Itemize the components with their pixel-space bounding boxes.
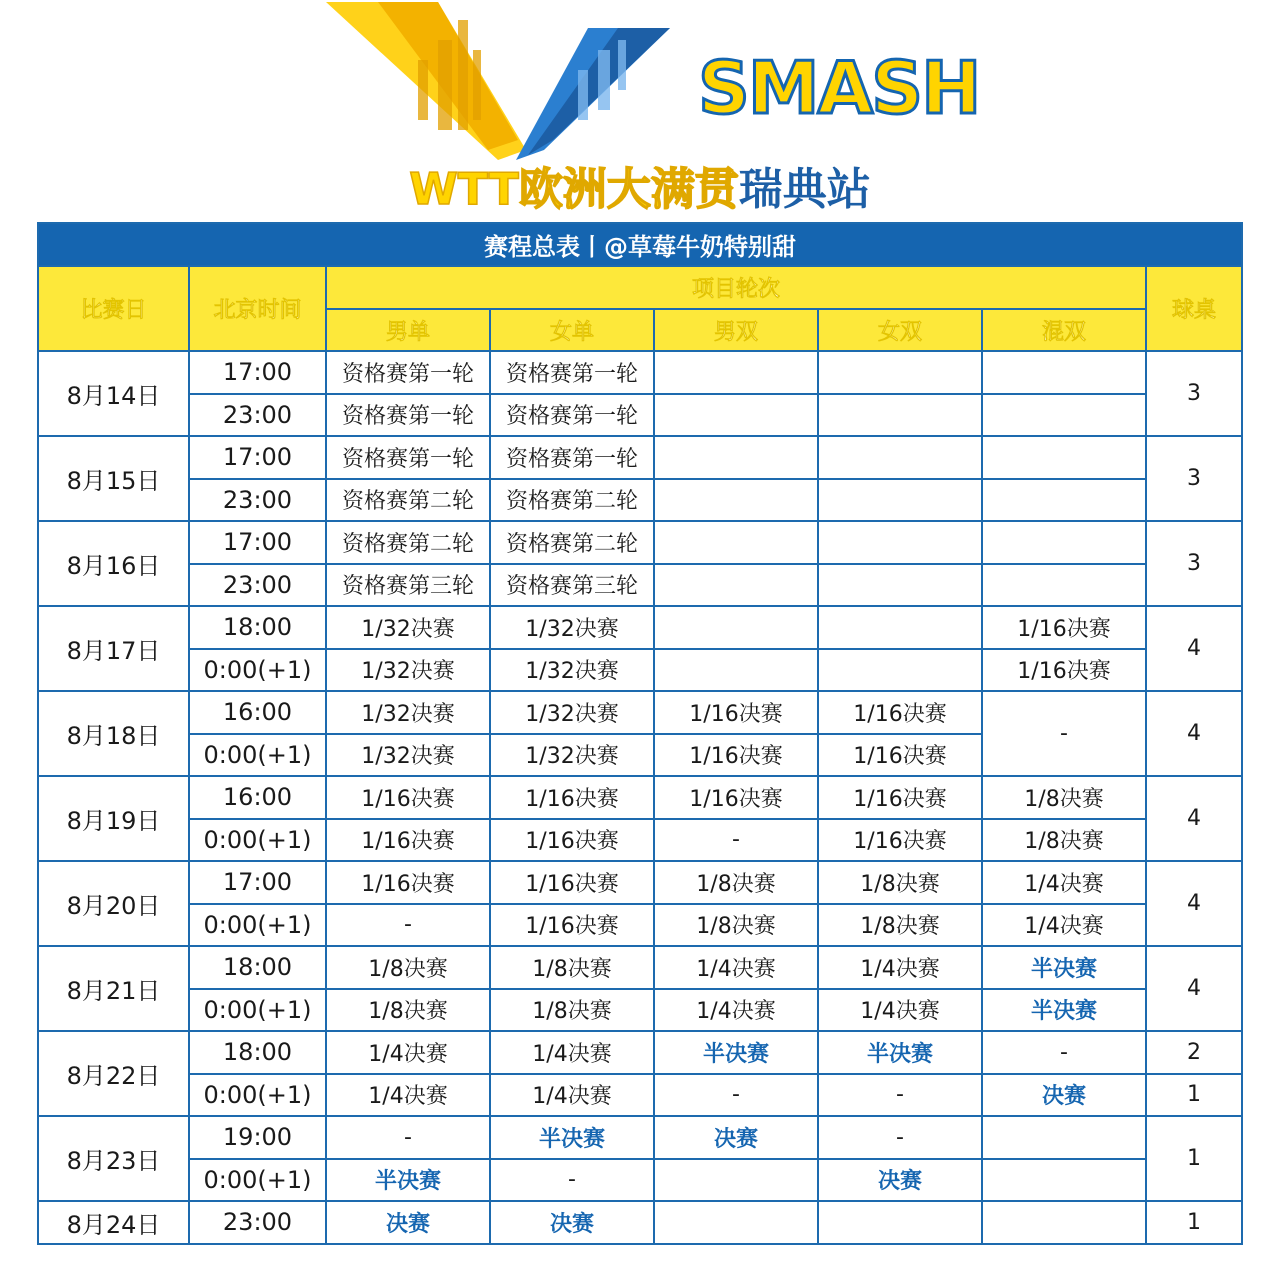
table-count: 4 — [1146, 606, 1242, 691]
round-cell: 1/4决赛 — [982, 861, 1146, 904]
round-cell: 1/16决赛 — [818, 734, 982, 777]
round-cell: 1/16决赛 — [490, 819, 654, 862]
table-count: 4 — [1146, 946, 1242, 1031]
round-cell: 资格赛第一轮 — [490, 394, 654, 437]
match-date: 8月19日 — [38, 776, 189, 861]
round-cell: 1/16决赛 — [490, 904, 654, 947]
table-count: 3 — [1146, 351, 1242, 436]
header-event: 混双 — [982, 309, 1146, 351]
round-cell: 半决赛 — [490, 1116, 654, 1159]
round-cell: 1/4决赛 — [982, 904, 1146, 947]
table-row — [38, 946, 1242, 989]
round-cell: - — [654, 1074, 818, 1117]
match-date: 8月14日 — [38, 351, 189, 436]
match-date: 8月15日 — [38, 436, 189, 521]
table-row — [38, 521, 1242, 564]
round-cell — [654, 521, 818, 564]
round-cell: 资格赛第三轮 — [490, 564, 654, 607]
table-row — [38, 691, 1242, 734]
round-cell — [654, 649, 818, 692]
match-date: 8月22日 — [38, 1031, 189, 1116]
round-cell: 1/16决赛 — [982, 606, 1146, 649]
round-cell: - — [818, 1116, 982, 1159]
round-cell — [818, 649, 982, 692]
round-cell: - — [326, 1116, 490, 1159]
session-time: 23:00 — [189, 1201, 326, 1244]
table-count: 3 — [1146, 436, 1242, 521]
table-row — [38, 989, 1242, 1032]
round-cell: 资格赛第一轮 — [490, 351, 654, 394]
match-date: 8月23日 — [38, 1116, 189, 1201]
round-cell: 半决赛 — [982, 989, 1146, 1032]
round-cell: 1/16决赛 — [490, 861, 654, 904]
match-date: 8月20日 — [38, 861, 189, 946]
round-cell: - — [982, 1031, 1146, 1074]
round-cell: 1/4决赛 — [326, 1031, 490, 1074]
round-cell: 1/16决赛 — [654, 691, 818, 734]
round-cell: 1/8决赛 — [326, 989, 490, 1032]
round-cell: 1/4决赛 — [654, 989, 818, 1032]
round-cell — [818, 606, 982, 649]
round-cell — [982, 1201, 1146, 1244]
round-cell: 1/8决赛 — [326, 946, 490, 989]
round-cell: 1/16决赛 — [326, 776, 490, 819]
round-cell: 1/32决赛 — [490, 734, 654, 777]
header-event: 女双 — [818, 309, 982, 351]
session-time: 16:00 — [189, 691, 326, 734]
round-cell: 1/8决赛 — [818, 861, 982, 904]
round-cell: - — [982, 691, 1146, 776]
round-cell — [982, 479, 1146, 522]
round-cell — [818, 351, 982, 394]
round-cell: 1/32决赛 — [490, 649, 654, 692]
round-cell: 半决赛 — [326, 1159, 490, 1202]
round-cell — [654, 351, 818, 394]
table-row — [38, 479, 1242, 522]
session-time: 19:00 — [189, 1116, 326, 1159]
session-time: 18:00 — [189, 1031, 326, 1074]
round-cell: 资格赛第二轮 — [326, 479, 490, 522]
session-time: 16:00 — [189, 776, 326, 819]
match-date: 8月17日 — [38, 606, 189, 691]
round-cell — [654, 606, 818, 649]
header-time: 北京时间 — [189, 266, 326, 351]
header-tables: 球桌 — [1146, 266, 1242, 351]
round-cell — [982, 394, 1146, 437]
round-cell: 1/4决赛 — [654, 946, 818, 989]
smash-logo: SMASH — [698, 46, 980, 130]
round-cell — [818, 521, 982, 564]
round-cell — [818, 479, 982, 522]
header-event: 男双 — [654, 309, 818, 351]
round-cell — [654, 1159, 818, 1202]
round-cell: 1/4决赛 — [818, 946, 982, 989]
table-count: 4 — [1146, 861, 1242, 946]
table-row — [38, 1159, 1242, 1202]
match-date: 8月18日 — [38, 691, 189, 776]
session-time: 17:00 — [189, 861, 326, 904]
round-cell — [818, 394, 982, 437]
session-time: 0:00(+1) — [189, 1074, 326, 1117]
round-cell: 半决赛 — [818, 1031, 982, 1074]
table-row — [38, 436, 1242, 479]
round-cell: 资格赛第三轮 — [326, 564, 490, 607]
session-time: 17:00 — [189, 351, 326, 394]
header-rounds: 项目轮次 — [326, 266, 1146, 309]
table-count: 1 — [1146, 1116, 1242, 1201]
table-count: 1 — [1146, 1074, 1242, 1117]
round-cell: 资格赛第二轮 — [326, 521, 490, 564]
table-count: 1 — [1146, 1201, 1242, 1244]
round-cell — [654, 564, 818, 607]
table-row — [38, 1031, 1242, 1074]
round-cell — [818, 436, 982, 479]
table-row — [38, 1201, 1242, 1244]
header — [0, 0, 1280, 222]
round-cell — [982, 436, 1146, 479]
round-cell: - — [326, 904, 490, 947]
table-row — [38, 1074, 1242, 1117]
round-cell: 1/8决赛 — [490, 989, 654, 1032]
round-cell — [654, 436, 818, 479]
table-row — [38, 904, 1242, 947]
round-cell — [982, 351, 1146, 394]
round-cell: 资格赛第二轮 — [490, 521, 654, 564]
round-cell: 1/16决赛 — [326, 819, 490, 862]
round-cell: 1/8决赛 — [654, 861, 818, 904]
round-cell: 1/32决赛 — [490, 691, 654, 734]
round-cell: - — [818, 1074, 982, 1117]
table-row — [38, 351, 1242, 394]
round-cell: 资格赛第一轮 — [326, 351, 490, 394]
round-cell: 1/32决赛 — [326, 649, 490, 692]
match-date: 8月24日 — [38, 1201, 189, 1244]
round-cell: 决赛 — [326, 1201, 490, 1244]
round-cell: 半决赛 — [982, 946, 1146, 989]
round-cell: 半决赛 — [654, 1031, 818, 1074]
session-time: 0:00(+1) — [189, 819, 326, 862]
table-row — [38, 819, 1242, 862]
round-cell: 决赛 — [818, 1159, 982, 1202]
round-cell: 1/32决赛 — [326, 606, 490, 649]
round-cell — [818, 1201, 982, 1244]
round-cell: 资格赛第一轮 — [326, 436, 490, 479]
session-time: 23:00 — [189, 394, 326, 437]
round-cell — [982, 1159, 1146, 1202]
round-cell: 1/16决赛 — [326, 861, 490, 904]
header-event: 男单 — [326, 309, 490, 351]
round-cell: 1/8决赛 — [490, 946, 654, 989]
schedule-body — [38, 351, 1242, 1244]
round-cell: 1/8决赛 — [982, 776, 1146, 819]
wtt-v-logo-icon — [318, 0, 678, 165]
round-cell: 1/16决赛 — [818, 776, 982, 819]
header-event: 女单 — [490, 309, 654, 351]
table-row — [38, 394, 1242, 437]
round-cell: 1/4决赛 — [326, 1074, 490, 1117]
round-cell: 1/16决赛 — [818, 691, 982, 734]
round-cell: 1/8决赛 — [982, 819, 1146, 862]
schedule-table — [37, 222, 1243, 1245]
round-cell: 1/4决赛 — [490, 1074, 654, 1117]
round-cell: 1/32决赛 — [490, 606, 654, 649]
round-cell: 1/4决赛 — [490, 1031, 654, 1074]
session-time: 18:00 — [189, 946, 326, 989]
round-cell: 资格赛第一轮 — [490, 436, 654, 479]
session-time: 0:00(+1) — [189, 1159, 326, 1202]
round-cell: 1/16决赛 — [818, 819, 982, 862]
table-count: 4 — [1146, 691, 1242, 776]
session-time: 17:00 — [189, 521, 326, 564]
session-time: 23:00 — [189, 564, 326, 607]
round-cell: - — [654, 819, 818, 862]
round-cell: 资格赛第二轮 — [490, 479, 654, 522]
table-count: 3 — [1146, 521, 1242, 606]
round-cell: 资格赛第一轮 — [326, 394, 490, 437]
round-cell: 决赛 — [654, 1116, 818, 1159]
round-cell: 决赛 — [982, 1074, 1146, 1117]
table-row — [38, 564, 1242, 607]
session-time: 17:00 — [189, 436, 326, 479]
table-row — [38, 649, 1242, 692]
match-date: 8月16日 — [38, 521, 189, 606]
title-stop: 瑞典站 — [738, 164, 871, 215]
round-cell — [982, 564, 1146, 607]
session-time: 0:00(+1) — [189, 904, 326, 947]
session-time: 23:00 — [189, 479, 326, 522]
round-cell — [654, 394, 818, 437]
round-cell — [982, 1116, 1146, 1159]
round-cell: 1/16决赛 — [654, 776, 818, 819]
round-cell: 1/4决赛 — [818, 989, 982, 1032]
round-cell: 1/32决赛 — [326, 734, 490, 777]
table-count: 2 — [1146, 1031, 1242, 1074]
round-cell — [818, 564, 982, 607]
round-cell: 1/8决赛 — [654, 904, 818, 947]
header-date: 比赛日 — [38, 266, 189, 351]
session-time: 18:00 — [189, 606, 326, 649]
round-cell: 1/8决赛 — [818, 904, 982, 947]
table-row — [38, 606, 1242, 649]
table-count: 4 — [1146, 776, 1242, 861]
round-cell: 1/32决赛 — [326, 691, 490, 734]
round-cell — [654, 1201, 818, 1244]
table-row — [38, 1116, 1242, 1159]
session-time: 0:00(+1) — [189, 649, 326, 692]
table-row — [38, 776, 1242, 819]
table-row — [38, 861, 1242, 904]
session-time: 0:00(+1) — [189, 989, 326, 1032]
round-cell: - — [490, 1159, 654, 1202]
round-cell: 1/16决赛 — [490, 776, 654, 819]
round-cell — [982, 521, 1146, 564]
page-title — [0, 160, 1280, 220]
round-cell: 1/16决赛 — [654, 734, 818, 777]
session-time: 0:00(+1) — [189, 734, 326, 777]
round-cell: 1/16决赛 — [982, 649, 1146, 692]
title-event: WTT欧洲大满贯 — [409, 164, 739, 215]
schedule-banner: 赛程总表丨@草莓牛奶特别甜 — [38, 223, 1242, 266]
match-date: 8月21日 — [38, 946, 189, 1031]
round-cell: 决赛 — [490, 1201, 654, 1244]
round-cell — [654, 479, 818, 522]
